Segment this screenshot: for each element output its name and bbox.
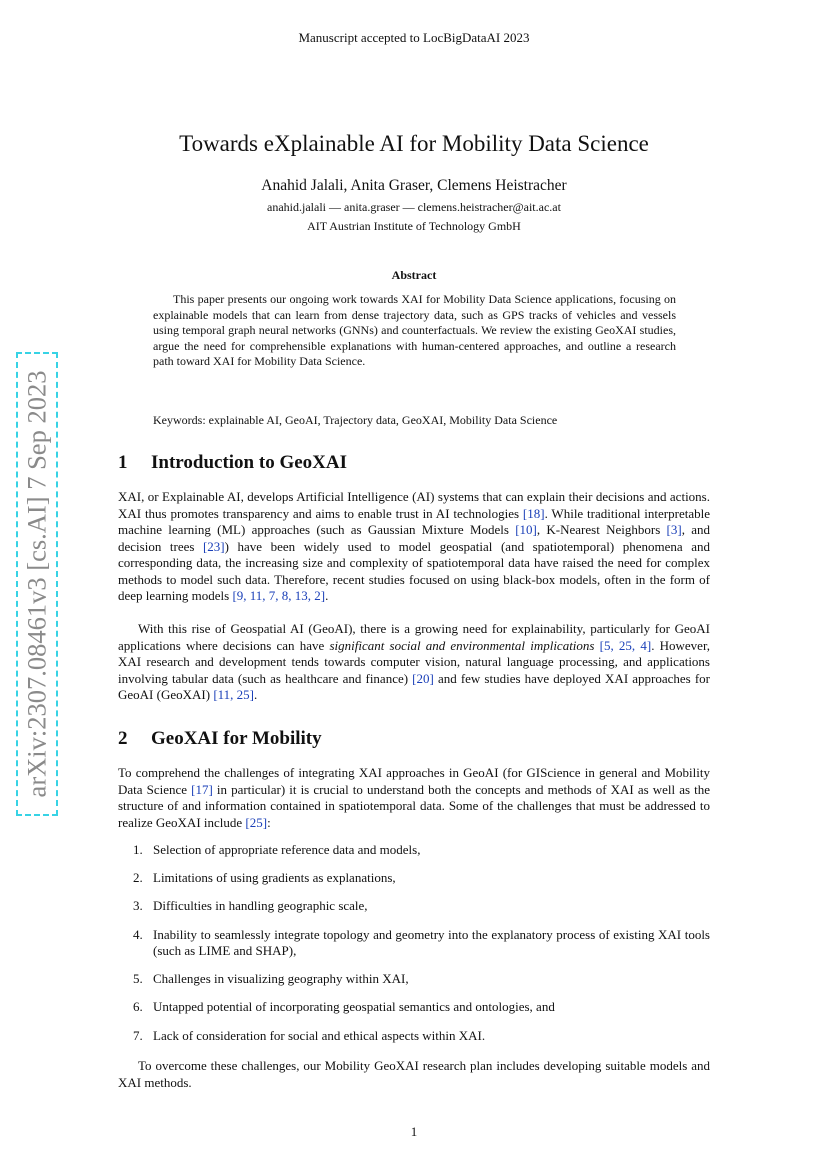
section-1-paragraph-1: XAI, or Explainable AI, develops Artificial Intelligence (AI) systems that can explain their decisions and actions. XAI thus promotes transparency and aims to enable trust in AI technologies [18]. While traditional interpretable machine learning (ML) approaches (such as Gaussian Mixture Models [10], K-Nearest Neighbors [3], and decision trees [23]) have been widely used to model geospatial (and spatiotemporal) phenomena and corresponding data, the increasing size and complexity of spatiotemporal data have raised the need for complex methods to model such data. Therefore, recent studies focused on using black-box models, often in the form of deep learning models [9, 11, 7, 8, 13, 2]. (118, 489, 710, 603)
author-list: Anahid Jalali, Anita Graser, Clemens Heistracher (261, 177, 567, 194)
list-item: 2. Limitations of using gradients as explanations, (133, 870, 396, 886)
citation-link[interactable]: [18] (522, 505, 545, 521)
section-title: Introduction to GeoXAI (151, 452, 347, 473)
section-2-paragraph-2: To overcome these challenges, our Mobility GeoXAI research plan includes developing suitable models and XAI methods. (118, 1058, 710, 1090)
section-2-paragraph-1: To comprehend the challenges of integrating XAI approaches in GeoAI (for GIScience in general and Mobility Data Science [17] in particular) it is crucial to understand both the concepts and methods of XAI as well as the structure of and information contained in spatiotemporal data. Some of the challenges that must be addressed to realize GeoXAI include [25]: (118, 765, 710, 830)
arxiv-identifier: arXiv:2307.08461v3 [cs.AI] 7 Sep 2023 (21, 370, 52, 798)
section-2-heading (118, 728, 322, 750)
citation-link[interactable]: [5, 25, 4] (599, 637, 652, 653)
section-number: 1 (118, 452, 128, 473)
list-item: 1. Selection of appropriate reference data and models, (133, 842, 421, 857)
abstract-heading: Abstract (391, 268, 437, 282)
abstract-text: This paper presents our ongoing work towards XAI for Mobility Data Science applications, focusing on explainable models that can learn from dense trajectory data, such as GPS tracks of vehicles and vessels using temporal graph neural networks (GNNs) and counterfactuals. We review the existing GeoXAI studies, argue the need for comprehensible explanations with human-centered approaches, and outline a research path toward XAI for Mobility Data Science. (153, 292, 676, 369)
citation-link[interactable]: [3] (666, 522, 682, 537)
page-number: 1 (410, 1124, 418, 1139)
list-item: 7. Lack of consideration for social and ethical aspects within XAI. (133, 1027, 486, 1043)
citation-link[interactable]: [9, 11, 7, 8, 13, 2] (232, 588, 326, 603)
citation-link[interactable]: [11, 25] (213, 687, 254, 702)
keywords: Keywords: explainable AI, GeoAI, Trajectory data, GeoXAI, Mobility Data Science (153, 413, 558, 427)
arxiv-stamp (16, 352, 58, 816)
affiliation: AIT Austrian Institute of Technology GmbH (307, 219, 521, 233)
running-header: Manuscript accepted to LocBigDataAI 2023 (298, 30, 530, 45)
list-item: 3. Difficulties in handling geographic scale, (133, 898, 368, 914)
citation-link[interactable]: [25] (245, 814, 268, 830)
list-item: 5. Challenges in visualizing geography within XAI, (133, 971, 409, 987)
section-number: 2 (118, 728, 128, 749)
section-title: GeoXAI for Mobility (151, 728, 322, 749)
list-item: 4. Inability to seamlessly integrate topology and geometry into the explanatory process of existing XAI tools (such as LIME and SHAP), (133, 926, 710, 959)
citation-link[interactable]: [17] (191, 781, 213, 797)
paper-title: Towards eXplainable AI for Mobility Data Science (179, 131, 649, 156)
citation-link[interactable]: [20] (412, 670, 434, 686)
section-1-heading (118, 452, 347, 474)
challenges-list (118, 842, 710, 1056)
list-item: 6. Untapped potential of incorporating geospatial semantics and ontologies, and (133, 999, 555, 1015)
citation-link[interactable]: [10] (515, 522, 537, 537)
author-emails: anahid.jalali — anita.graser — clemens.heistracher@ait.ac.at (267, 200, 561, 214)
section-1-paragraph-2: With this rise of Geospatial AI (GeoAI), there is a growing need for explainability, particularly for GeoAI applications where decisions can have significant social and environmental implications [5, 25, 4]. However, XAI research and development tends towards computer vision, natural language processing, and applications involving tabular data (such as healthcare and finance) [20] and few studies have deployed XAI approaches for GeoAI (GeoXAI) [11, 25]. (118, 621, 711, 702)
citation-link[interactable]: [23] (202, 538, 225, 554)
